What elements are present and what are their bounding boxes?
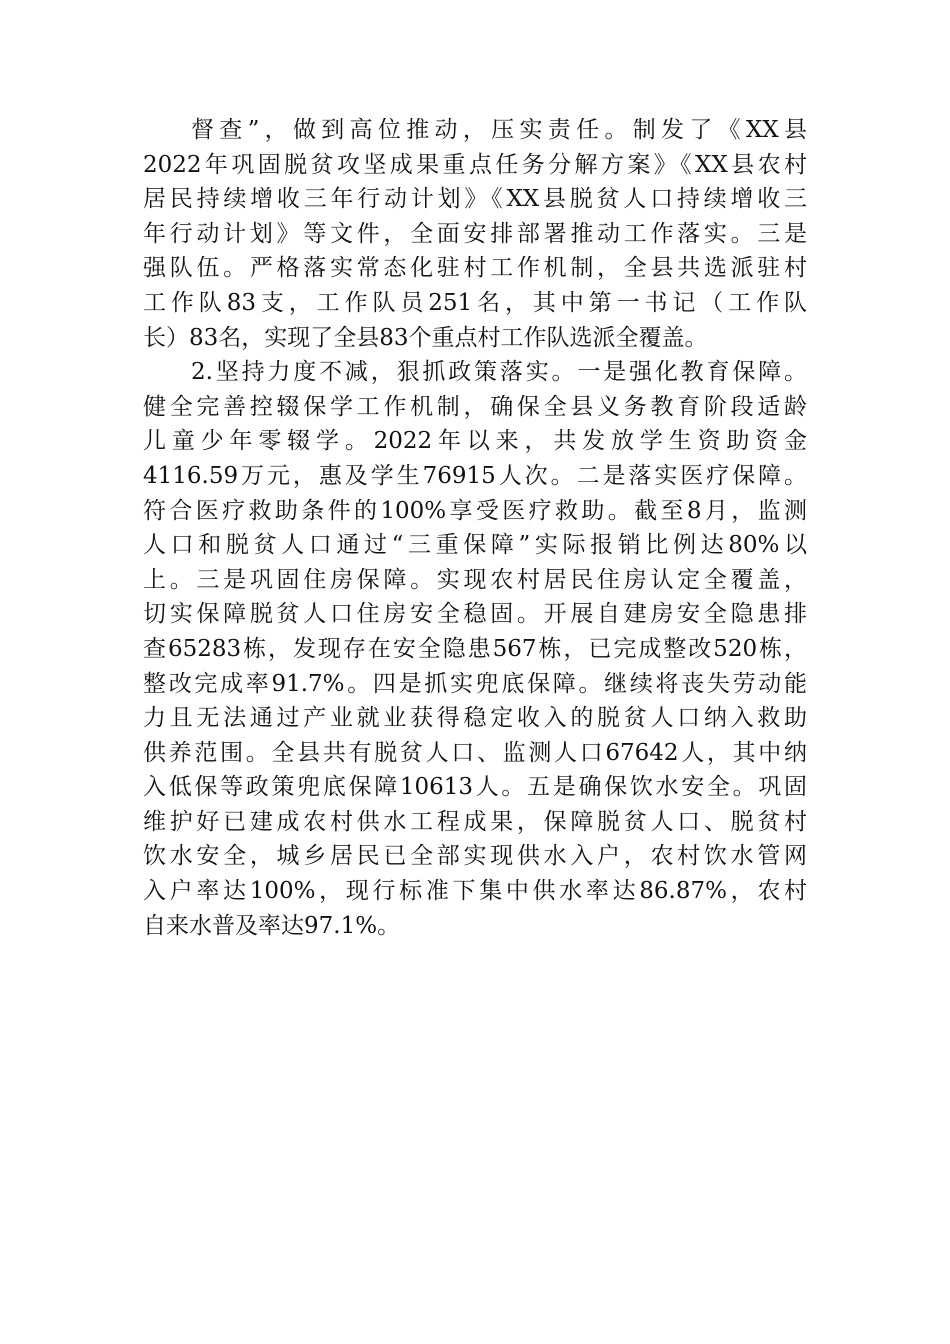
text-line: 维护好已建成农村供水工程成果，保障脱贫人口、脱贫村 (143, 808, 807, 835)
text-line: 符合医疗救助条件的100%享受医疗救助。截至8月，监测 (143, 497, 807, 524)
text-line: 督查”，做到高位推动，压实责任。制发了《XX县 (191, 117, 807, 143)
text-line: 长）83名，实现了全县83个重点村工作队选派全覆盖。 (143, 324, 708, 351)
text-line: 供养范围。全县共有脱贫人口、监测人口67642人，其中纳 (143, 739, 807, 766)
text-line: 工作队83支，工作队员251名，其中第一书记（工作队 (143, 289, 807, 316)
text-line: 自来水普及率达97.1%。 (143, 912, 401, 939)
text-line: 查65283栋，发现存在安全隐患567栋，已完成整改520栋， (143, 635, 807, 662)
text-line: 饮水安全，城乡居民已全部实现供水入户，农村饮水管网 (143, 843, 807, 870)
text-line: 健全完善控辍保学工作机制，确保全县义务教育阶段适龄 (143, 393, 807, 420)
text-line: 整改完成率91.7%。四是抓实兜底保障。继续将丧失劳动能 (143, 670, 807, 697)
paragraph-heading-line: 2.坚持力度不减，狠抓政策落实。一是强化教育保障。 (191, 359, 807, 386)
text-line: 入户率达100%，现行标准下集中供水率达86.87%，农村 (143, 878, 807, 905)
text-line: 居民持续增收三年行动计划》《XX县脱贫人口持续增收三 (143, 186, 807, 213)
text-line: 儿童少年零辍学。2022年以来，共发放学生资助资金 (143, 428, 807, 455)
text-line: 上。三是巩固住房保障。实现农村居民住房认定全覆盖， (143, 566, 807, 593)
text-line: 人口和脱贫人口通过“三重保障”实际报销比例达80%以 (143, 532, 807, 559)
text-line: 2022年巩固脱贫攻坚成果重点任务分解方案》《XX县农村 (143, 151, 807, 178)
text-line: 强队伍。严格落实常态化驻村工作机制，全县共选派驻村 (143, 255, 807, 282)
text-line: 切实保障脱贫人口住房安全稳固。开展自建房安全隐患排 (143, 601, 807, 628)
document-body (143, 113, 807, 943)
text-line: 年行动计划》等文件，全面安排部署推动工作落实。三是 (143, 220, 807, 247)
text-line: 4116.59万元，惠及学生76915人次。二是落实医疗保障。 (143, 462, 807, 489)
text-line: 入低保等政策兜底保障10613人。五是确保饮水安全。巩固 (143, 774, 807, 801)
text-line: 力且无法通过产业就业获得稳定收入的脱贫人口纳入救助 (143, 705, 807, 732)
